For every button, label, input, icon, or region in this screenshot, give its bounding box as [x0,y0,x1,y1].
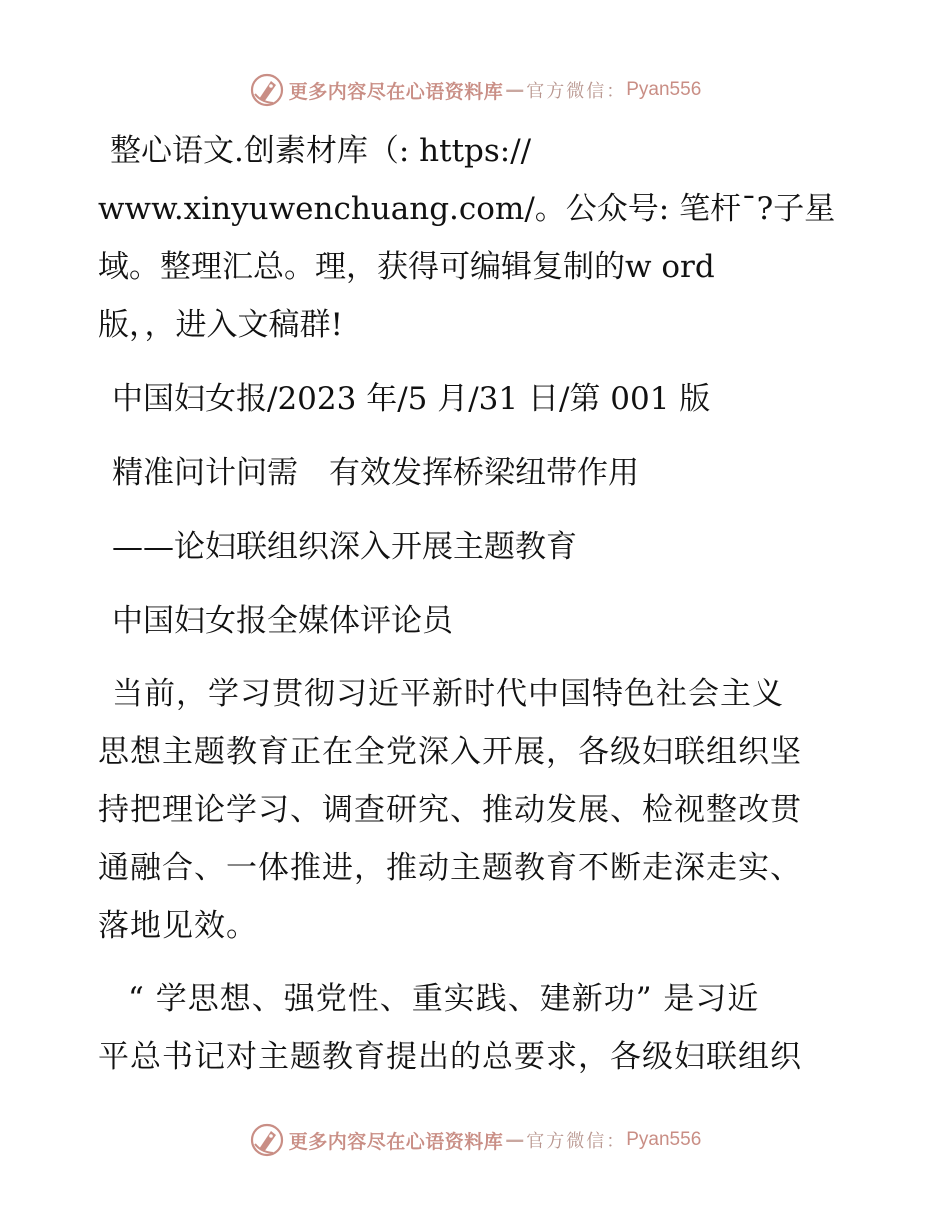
watermark-dash: — [505,1129,525,1151]
watermark-wechat-label: 官方微信： [526,81,627,102]
paragraph-line: 通融合、一体推进，推动主题教育不断走深走实、 [98,850,802,886]
document-body [98,122,858,1086]
footer-watermark [0,1120,950,1160]
pen-nib-circle-icon [249,72,285,108]
watermark-wechat-label: 官方微信： [526,1131,627,1152]
paragraph-line: 持把理论学习、调查研究、推动发展、检视整改贯 [98,792,802,828]
paragraph-line: 平总书记对主题教育提出的总要求，各级妇联组织 [98,1039,802,1075]
paragraph-line: 思想主题教育正在全党深入开展，各级妇联组织坚 [98,734,802,770]
byline: 中国妇女报全媒体评论员 [112,603,453,639]
dateline: 中国妇女报/2023 年/5 月/31 日/第 001 版 [112,381,711,417]
watermark-wechat-id: Pyan556 [626,79,702,100]
header-watermark [0,70,950,110]
article-paragraph [98,970,858,1086]
intro-notice [98,122,846,354]
pen-nib-circle-icon [249,1122,285,1158]
paragraph-line: “ 学思想、强党性、重实践、建新功” 是习近 [128,981,760,1017]
intro-line: www.xinyuwenchuang.com/。公众号: 笔杆¯?子星 [98,191,836,227]
watermark-site-text: 更多内容尽在心语资料库 [288,1130,504,1153]
intro-line: 版，，进入文稿群! [98,307,343,343]
watermark-dash: — [505,79,525,101]
intro-line: 整心语文.创素材库（: https:// [110,133,532,169]
intro-line: 域。整理汇总。理，获得可编辑复制的w ord [98,249,715,285]
watermark-site-text: 更多内容尽在心语资料库 [288,80,504,103]
watermark-wechat-id: Pyan556 [626,1129,702,1150]
paragraph-line: 落地见效。 [98,908,258,944]
headline: 精准问计问需 有效发挥桥梁纽带作用 [112,455,639,491]
article-paragraph [98,665,858,955]
subheadline: ——论妇联组织深入开展主题教育 [112,529,577,565]
paragraph-line: 当前，学习贯彻习近平新时代中国特色社会主义 [112,676,784,712]
